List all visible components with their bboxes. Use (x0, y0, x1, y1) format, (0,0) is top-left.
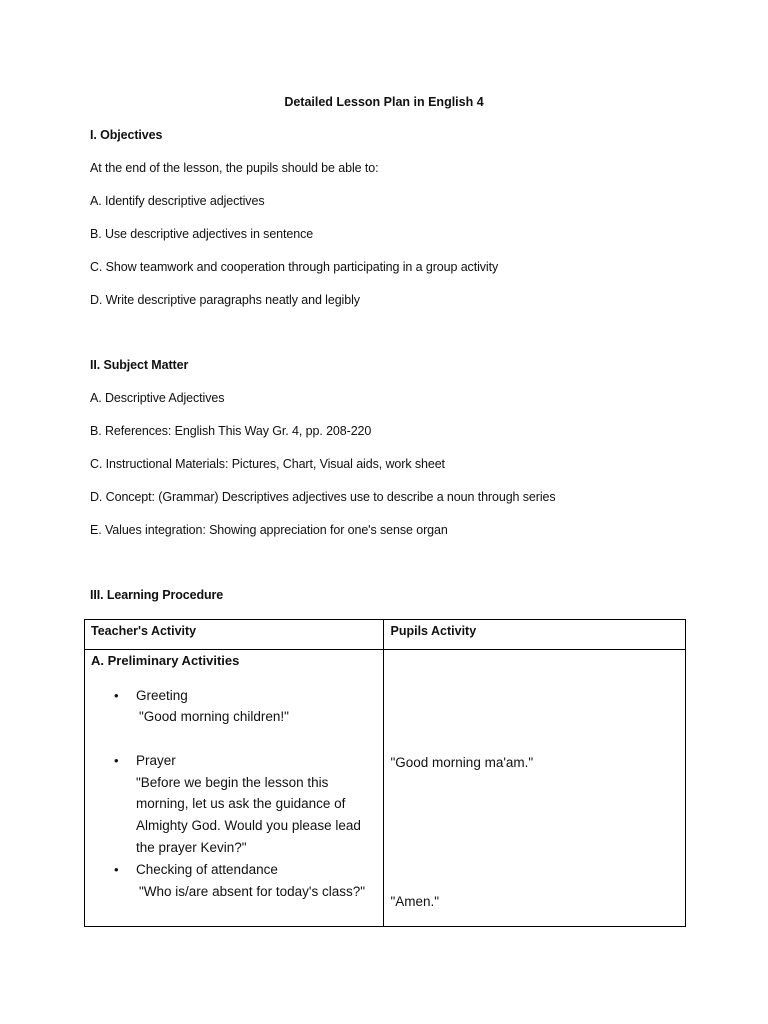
objectives-intro: At the end of the lesson, the pupils should be able to: (90, 161, 379, 175)
learning-procedure-table (84, 619, 686, 927)
subject-matter-item: D. Concept: (Grammar) Descriptives adjectives use to describe a noun through series (90, 490, 556, 504)
document-title: Detailed Lesson Plan in English 4 (284, 95, 484, 109)
bullet-icon: • (114, 688, 119, 703)
prayer-text-line: morning, let us ask the guidance of (136, 796, 346, 811)
pupils-response-greeting: "Good morning ma'am." (390, 755, 534, 770)
subject-matter-item: B. References: English This Way Gr. 4, pp. 208-220 (90, 424, 372, 438)
prayer-text-line: the prayer Kevin?" (136, 840, 247, 855)
bullet-icon: • (114, 862, 119, 877)
pupils-response-amen: "Amen." (390, 894, 440, 909)
bullet-icon: • (114, 753, 119, 768)
preliminary-activities-title: A. Preliminary Activities (91, 653, 240, 668)
objectives-heading: I. Objectives (90, 128, 163, 142)
teacher-activity-cell (85, 650, 384, 927)
subject-matter-heading: II. Subject Matter (90, 358, 189, 372)
objective-item: B. Use descriptive adjectives in sentence (90, 227, 314, 241)
objective-item: C. Show teamwork and cooperation through participating in a group activity (90, 260, 499, 274)
pupils-activity-header: Pupils Activity (384, 620, 686, 650)
table-header-row (85, 620, 686, 650)
subject-matter-item: E. Values integration: Showing appreciation for one's sense organ (90, 523, 448, 537)
learning-procedure-heading: III. Learning Procedure (90, 588, 224, 602)
objective-item: A. Identify descriptive adjectives (90, 194, 265, 208)
objective-item: D. Write descriptive paragraphs neatly and legibly (90, 293, 360, 307)
pupils-activity-cell (384, 650, 686, 927)
attendance-label: Checking of attendance (136, 862, 278, 877)
greeting-label: Greeting (136, 688, 188, 703)
table-row (85, 650, 686, 927)
greeting-text: "Good morning children!" (139, 709, 289, 724)
prayer-text-line: Almighty God. Would you please lead (136, 818, 361, 833)
subject-matter-item: C. Instructional Materials: Pictures, Chart, Visual aids, work sheet (90, 457, 445, 471)
attendance-text: "Who is/are absent for today's class?" (139, 884, 366, 899)
subject-matter-item: A. Descriptive Adjectives (90, 391, 225, 405)
prayer-label: Prayer (136, 753, 176, 768)
prayer-text-line: "Before we begin the lesson this (136, 775, 329, 790)
teacher-activity-header: Teacher's Activity (85, 620, 384, 650)
